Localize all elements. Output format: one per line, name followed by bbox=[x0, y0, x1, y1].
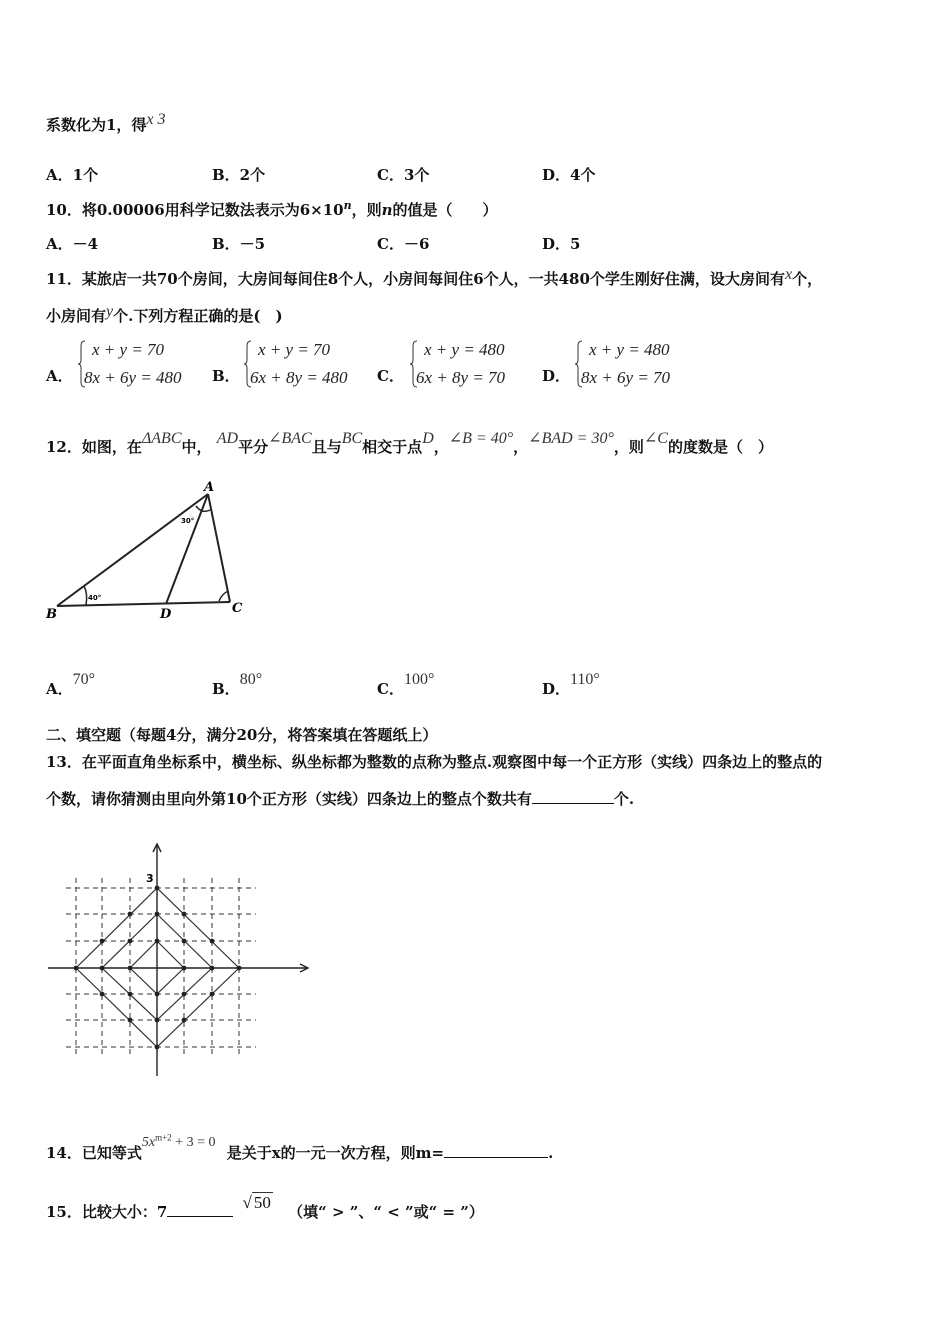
vertex-label-c: C bbox=[232, 601, 243, 616]
q10-var: n bbox=[381, 201, 393, 219]
q12-option-c-value: 100° bbox=[403, 671, 435, 688]
q12-math-angle-bac: ∠BAC bbox=[268, 430, 312, 447]
vertex-label-b: B bbox=[46, 607, 57, 622]
q11-option-b-row2: 6x + 8y = 480 bbox=[250, 368, 348, 387]
q12-text-9: 的度数是（ ） bbox=[667, 438, 773, 456]
q11-option-b-label[interactable]: B． bbox=[212, 367, 240, 385]
q14-math-base: 5x bbox=[141, 1135, 156, 1150]
q10-text-post: 的值是（ ） bbox=[392, 201, 498, 219]
triangle-edges bbox=[57, 494, 230, 606]
q11-option-d-row2: 8x + 6y = 70 bbox=[581, 368, 671, 387]
q12-option-b-label: B． bbox=[212, 680, 240, 698]
q12-stem bbox=[46, 430, 773, 457]
q9-option-d[interactable]: D．4个 bbox=[542, 166, 596, 184]
q12-text-2: 中， bbox=[181, 438, 212, 456]
q9-tail-text: 系数化为1，得 bbox=[46, 116, 147, 134]
q11-line2-post: 个.下列方程正确的是( ) bbox=[113, 307, 283, 325]
q15-answer-blank[interactable] bbox=[167, 1202, 233, 1217]
q12-option-a-value: 70° bbox=[72, 671, 96, 688]
vertex-label-d: D bbox=[160, 607, 172, 622]
q12-option-b-value: 80° bbox=[239, 671, 263, 688]
q12-math-bc: BC bbox=[341, 430, 363, 447]
angle-b-arc bbox=[84, 586, 87, 605]
q12-option-b[interactable] bbox=[212, 671, 263, 699]
q12-text-1: 12．如图，在 bbox=[46, 438, 142, 456]
q12-option-c[interactable] bbox=[377, 671, 435, 699]
q12-option-a-label: A． bbox=[46, 680, 73, 698]
q12-math-triangle: ΔABC bbox=[141, 430, 182, 447]
q11-option-d-row1: x + y = 480 bbox=[589, 340, 670, 359]
q11-option-d-label[interactable]: D． bbox=[542, 367, 571, 385]
q11-option-c-label[interactable]: C． bbox=[377, 367, 404, 385]
q14-math-rest: + 3 = 0 bbox=[171, 1135, 216, 1150]
edge-ac bbox=[208, 494, 230, 602]
q12-math-ad: AD bbox=[216, 430, 239, 447]
q14-text-post: . bbox=[548, 1144, 554, 1162]
q15-sqrt: √ 50 bbox=[242, 1193, 271, 1212]
q11-option-c-row1: x + y = 480 bbox=[424, 340, 505, 359]
angle-b-label: 40° bbox=[88, 594, 102, 602]
q11-line2-pre: 小房间有 bbox=[46, 307, 107, 325]
q11-option-b-row1: x + y = 70 bbox=[258, 340, 331, 359]
section-2-title: 二、填空题（每题4分，满分20分，将答案填在答题纸上） bbox=[46, 726, 438, 744]
q15-stem bbox=[46, 1193, 484, 1222]
q12-text-8: ，则 bbox=[613, 438, 644, 456]
q11-option-a-label[interactable]: A． bbox=[46, 367, 73, 385]
q10-text-mid: ，则 bbox=[351, 201, 382, 219]
q10-text-pre: 10．将0.00006用科学记数法表示为6×10 bbox=[46, 201, 344, 219]
q10-option-b[interactable]: B．－5 bbox=[212, 235, 266, 253]
q14-answer-blank[interactable] bbox=[444, 1143, 548, 1158]
q12-math-angle-c: ∠C bbox=[643, 430, 668, 447]
q14-text-mid: 是关于x的一元一次方程，则m= bbox=[226, 1144, 445, 1162]
q13-answer-blank[interactable] bbox=[532, 789, 614, 804]
y-axis-label-3: 3 bbox=[146, 872, 154, 885]
q12-triangle-figure bbox=[44, 478, 254, 626]
q9-tail-math: x 3 bbox=[146, 111, 166, 128]
q14-math-exponent: m+2 bbox=[155, 1132, 172, 1143]
q9-option-c[interactable]: C．3个 bbox=[377, 166, 430, 184]
q13-stem-line1: 13．在平面直角坐标系中，横坐标、纵坐标都为整数的点称为整点.观察图中每一个正方形（实线）四条边上的整点的 bbox=[46, 753, 823, 771]
q12-option-d-value: 110° bbox=[570, 671, 600, 688]
q14-stem bbox=[46, 1132, 554, 1163]
q9-tail-line bbox=[46, 111, 166, 135]
vertex-label-a: A bbox=[204, 480, 215, 495]
q11-option-a-row1: x + y = 70 bbox=[92, 340, 165, 359]
q11-option-a-row2: 8x + 6y = 480 bbox=[84, 368, 182, 387]
q12-option-a[interactable] bbox=[46, 671, 96, 699]
q13-stem-line2 bbox=[46, 788, 634, 809]
q11-option-d-system[interactable] bbox=[575, 340, 705, 390]
q10-option-a[interactable]: A．－4 bbox=[46, 235, 99, 253]
q12-option-d-label: D． bbox=[542, 680, 571, 698]
q9-option-b[interactable]: B．2个 bbox=[212, 166, 266, 184]
edge-ab bbox=[57, 494, 208, 606]
q11-option-c-row2: 6x + 8y = 70 bbox=[416, 368, 506, 387]
q11-option-c-system[interactable] bbox=[410, 340, 540, 390]
q14-text-pre: 14．已知等式 bbox=[46, 1144, 142, 1162]
q11-stem-line2 bbox=[46, 305, 283, 326]
q13-line2-post: 个. bbox=[613, 790, 635, 808]
q12-option-d[interactable] bbox=[542, 671, 600, 699]
q15-text-pre: 15．比较大小：7 bbox=[46, 1203, 168, 1221]
angle-c-arc bbox=[219, 591, 228, 601]
q9-option-a[interactable]: A．1个 bbox=[46, 166, 99, 184]
q10-option-c[interactable]: C．－6 bbox=[377, 235, 430, 253]
axes bbox=[48, 844, 308, 1076]
q12-text-7: ， bbox=[513, 438, 529, 456]
q12-math-angle-bad: ∠BAD = 30° bbox=[528, 430, 614, 447]
q12-math-d: D bbox=[422, 430, 434, 447]
q13-grid-figure bbox=[44, 842, 316, 1080]
angle-bad-label: 30° bbox=[181, 517, 195, 525]
q13-line2-pre: 个数，请你猜测由里向外第10个正方形（实线）四条边上的整点个数共有 bbox=[46, 790, 532, 808]
q10-exponent: n bbox=[343, 199, 352, 212]
q12-math-angle-b: ∠B = 40° bbox=[448, 430, 514, 447]
q12-text-3: 平分 bbox=[238, 438, 269, 456]
q12-text-5: 相交于点 bbox=[362, 438, 423, 456]
q10-option-d[interactable]: D．5 bbox=[542, 235, 581, 253]
q11-line1-pre: 11．某旅店一共70个房间，大房间每间住8个人，小房间每间住6个人，一共480个学生刚好住满，设大房间有 bbox=[46, 270, 785, 288]
q12-option-c-label: C． bbox=[377, 680, 404, 698]
q11-var-x: x bbox=[784, 266, 793, 283]
q11-var-y: y bbox=[106, 303, 114, 320]
q11-option-b-system[interactable] bbox=[244, 340, 374, 390]
q15-text-post: （填“ > ”、“ < ”或“ = ”） bbox=[288, 1203, 484, 1221]
edge-bc bbox=[57, 602, 230, 606]
q11-line1-post: 个， bbox=[792, 270, 823, 288]
q11-stem-line1 bbox=[46, 268, 822, 289]
q12-text-4: 且与 bbox=[311, 438, 342, 456]
q10-stem bbox=[46, 199, 498, 220]
q12-text-6: ， bbox=[433, 438, 449, 456]
q15-radicand: 50 bbox=[253, 1193, 271, 1212]
q11-option-a-system[interactable] bbox=[78, 340, 208, 390]
